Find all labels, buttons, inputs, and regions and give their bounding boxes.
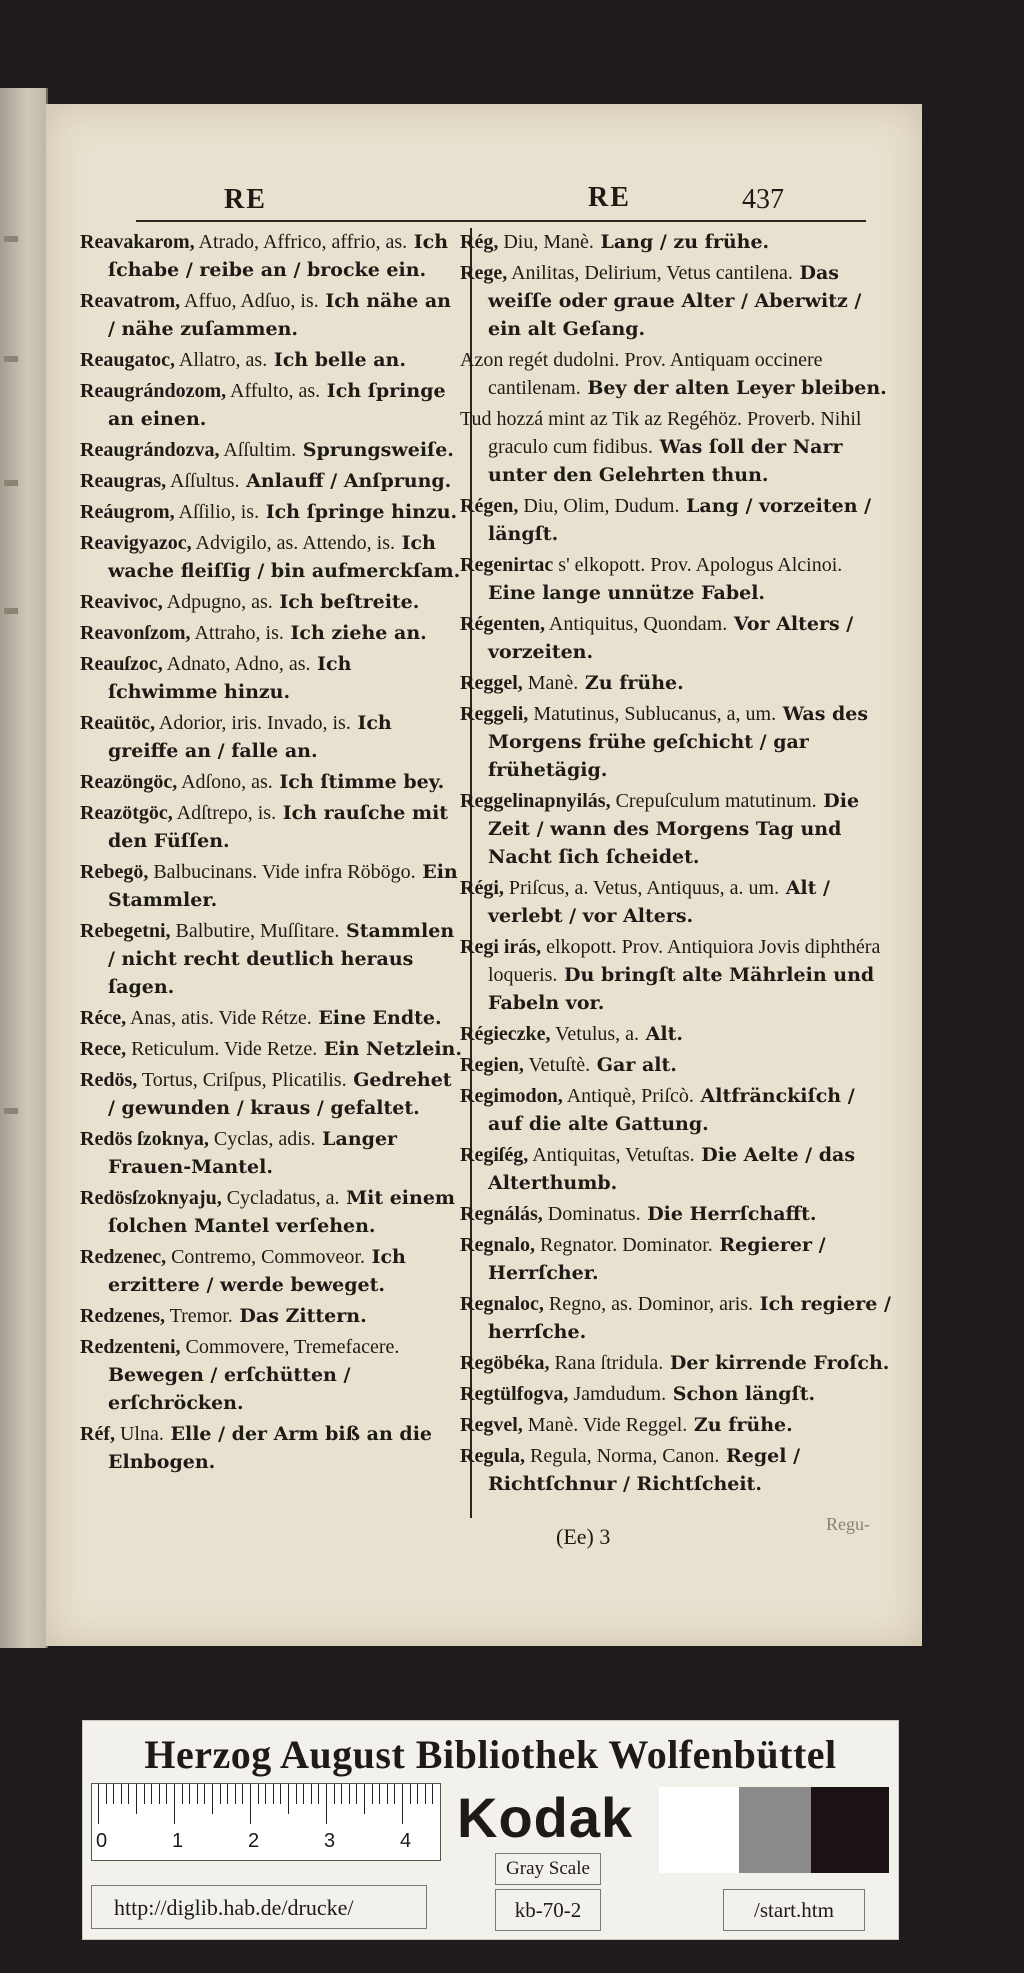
ruler-tick — [144, 1784, 145, 1804]
dictionary-entry — [460, 228, 894, 256]
dictionary-entry — [460, 1442, 894, 1498]
left-column — [80, 228, 462, 1479]
entry-headword: Reaugras, — [80, 470, 167, 492]
ruler-tick — [189, 1784, 190, 1804]
dictionary-entry — [460, 405, 894, 489]
ruler-tick — [356, 1784, 357, 1804]
dictionary-entry — [80, 917, 462, 1001]
color-target-card — [82, 1720, 899, 1940]
entry-headword: Rég, — [460, 231, 499, 253]
ruler-tick — [113, 1784, 114, 1804]
dictionary-entry — [80, 1333, 462, 1417]
ruler-tick — [128, 1784, 129, 1804]
ruler-tick — [265, 1784, 266, 1804]
page-edge-mark — [4, 236, 18, 242]
entry-headword: Reaugrándozva, — [80, 439, 220, 461]
dictionary-entry — [80, 287, 462, 343]
entry-headword: Redös ſzoknya, — [80, 1128, 209, 1150]
entry-latin-gloss: Allatro, as. — [174, 349, 268, 371]
dictionary-entry — [80, 1004, 462, 1032]
page-number: 437 — [742, 184, 784, 215]
entry-german-gloss: Ich regiere / herrſche. — [488, 1293, 891, 1343]
dictionary-entry — [80, 1066, 462, 1122]
ruler-number: 1 — [172, 1830, 184, 1852]
entry-headword: Régi, — [460, 877, 504, 899]
entry-latin-gloss: Antiquitas, Vetuſtas. — [528, 1144, 695, 1166]
entry-german-gloss: Regel / Richtſchnur / Richtſcheit. — [488, 1445, 801, 1495]
dictionary-entry — [80, 467, 462, 495]
entry-latin-gloss: Cycladatus, a. — [221, 1187, 340, 1209]
entry-latin-gloss: Vetuſtè. — [523, 1054, 591, 1076]
dictionary-entry — [80, 858, 462, 914]
entry-headword: Reaugatoc, — [80, 349, 175, 371]
entry-headword: Redzenec, — [80, 1246, 167, 1268]
dictionary-entry — [80, 588, 462, 616]
ruler-tick — [334, 1784, 335, 1804]
dictionary-entry — [80, 1420, 462, 1476]
ruler-tick — [349, 1784, 350, 1804]
gray-scale-label: Gray Scale — [495, 1853, 601, 1885]
entry-headword: Réce, — [80, 1007, 127, 1029]
ruler-tick — [212, 1784, 213, 1814]
ruler-tick — [280, 1784, 281, 1804]
entry-headword: Regnálás, — [460, 1203, 543, 1225]
entry-latin-gloss: Azon regét dudolni. Prov. Antiquam occinere cantilenam. — [460, 349, 823, 399]
page-edge-mark — [4, 356, 18, 362]
gray-patch — [739, 1787, 811, 1873]
entry-german-gloss: Die Herrſchafft. — [640, 1203, 817, 1225]
dictionary-entry — [80, 1035, 462, 1063]
entry-german-gloss: Stammlen / nicht recht deutlich heraus ſagen. — [108, 920, 455, 998]
entry-headword: Regtülfogva, — [460, 1383, 569, 1405]
entry-latin-gloss: Antiquè, Priſcò. — [562, 1085, 694, 1107]
dictionary-entry — [460, 1051, 894, 1079]
entry-latin-gloss: Dominatus. — [542, 1203, 641, 1225]
entry-headword: Régieczke, — [460, 1023, 551, 1045]
page-edge-mark — [4, 608, 18, 614]
entry-latin-gloss: Contremo, Commoveor. — [166, 1246, 365, 1268]
entry-german-gloss: Elle / der Arm biß an die Elnbogen. — [108, 1423, 433, 1473]
running-head-center: RE — [588, 182, 631, 213]
dictionary-entry — [80, 650, 462, 706]
entry-german-gloss: Das weiſſe oder graue Alter / Aberwitz / ein alt Geſang. — [488, 262, 862, 340]
entry-german-gloss: Ich ziehe an. — [283, 622, 427, 644]
entry-german-gloss: Ich wache fleiſſig / bin aufmerckſam. — [108, 532, 461, 582]
ruler-tick — [136, 1784, 137, 1814]
ruler-tick — [98, 1784, 99, 1824]
ruler-tick — [220, 1784, 221, 1804]
dictionary-entry — [460, 669, 894, 697]
entry-latin-gloss: Regno, as. Dominor, aris. — [543, 1293, 754, 1315]
page-edge-mark — [4, 1108, 18, 1114]
entry-headword: Reggelinapnyilás, — [460, 790, 611, 812]
shelfmark-label: kb-70-2 — [495, 1889, 601, 1931]
dictionary-entry — [460, 1380, 894, 1408]
entry-latin-gloss: Adſono, as. — [177, 771, 273, 793]
entry-german-gloss: Ich ſchwimme hinzu. — [108, 653, 352, 703]
entry-headword: Rege, — [460, 262, 508, 284]
dictionary-entry — [80, 1125, 462, 1181]
entry-latin-gloss: Tud hozzá mint az Tik az Regéhöz. Proverb. Nihil graculo cum fidibus. — [460, 408, 862, 458]
page-edge-mark — [4, 480, 18, 486]
entry-german-gloss: Gar alt. — [590, 1054, 677, 1076]
dictionary-entry — [460, 1231, 894, 1287]
dictionary-entry — [460, 1200, 894, 1228]
dictionary-entry — [80, 1243, 462, 1299]
ruler-tick — [288, 1784, 289, 1814]
entry-latin-gloss: Commovere, Tremefacere. — [180, 1336, 400, 1358]
entry-german-gloss: Gedrehet / gewunden / kraus / gefaltet. — [108, 1069, 452, 1119]
entry-headword: Régenten, — [460, 613, 545, 635]
dictionary-entry — [460, 700, 894, 784]
ruler-tick — [166, 1784, 167, 1804]
entry-headword: Regimodon, — [460, 1085, 563, 1107]
entry-headword: Reazötgöc, — [80, 802, 173, 824]
dictionary-entry — [80, 1184, 462, 1240]
ruler-number: 4 — [400, 1830, 412, 1852]
dictionary-entry — [80, 377, 462, 433]
entry-latin-gloss: Advigilo, as. Attendo, is. — [191, 532, 395, 554]
ruler-tick — [379, 1784, 380, 1804]
dictionary-entry — [460, 1290, 894, 1346]
entry-german-gloss: Alt. — [639, 1023, 683, 1045]
ruler-tick — [410, 1784, 411, 1804]
library-url-link[interactable]: http://diglib.hab.de/drucke/ — [91, 1885, 427, 1929]
ruler-tick — [432, 1784, 433, 1804]
ruler-tick — [296, 1784, 297, 1804]
entry-latin-gloss: Adpugno, as. — [162, 591, 273, 613]
entry-headword: Reavivoc, — [80, 591, 163, 613]
entry-latin-gloss: Ulna. — [114, 1423, 164, 1445]
entry-german-gloss: Ich belle an. — [267, 349, 406, 371]
ruler-tick — [318, 1784, 319, 1804]
entry-german-gloss: Alt / verlebt / vor Alters. — [488, 877, 830, 927]
entry-latin-gloss: Atrado, Affrico, affrio, as. — [194, 231, 408, 253]
entry-german-gloss: Ich beſtreite. — [272, 591, 420, 613]
entry-headword: Redös, — [80, 1069, 138, 1091]
entry-german-gloss: Ich erzittere / werde beweget. — [108, 1246, 406, 1296]
entry-latin-gloss: Vetulus, a. — [550, 1023, 640, 1045]
institution-name: Herzog August Bibliothek Wolfenbüttel — [144, 1732, 837, 1777]
header-rule — [136, 220, 866, 222]
catchword: Regu- — [826, 1514, 870, 1534]
entry-german-gloss: Ich ſchabe / reibe an / brocke ein. — [108, 231, 449, 281]
dictionary-entry — [80, 768, 462, 796]
entry-german-gloss: Sprungsweiſe. — [296, 439, 454, 461]
page-header — [46, 174, 922, 224]
ruler-number: 3 — [324, 1830, 336, 1852]
dictionary-entry — [460, 610, 894, 666]
entry-german-gloss: Lang / zu frühe. — [593, 231, 770, 253]
entry-german-gloss: Was ſoll der Narr unter den Gelehrten thun. — [488, 436, 843, 486]
entry-headword: Rece, — [80, 1038, 127, 1060]
entry-latin-gloss: Adorior, iris. Invado, is. — [154, 712, 351, 734]
entry-latin-gloss: Attraho, is. — [190, 622, 284, 644]
entry-german-gloss: Zu frühe. — [578, 672, 684, 694]
entry-german-gloss: Eine Endte. — [311, 1007, 442, 1029]
entry-headword: Regenirtac — [460, 554, 554, 576]
entry-latin-gloss: Balbucinans. Vide infra Röbögo. — [148, 861, 416, 883]
ruler-tick — [227, 1784, 228, 1804]
ruler-tick — [394, 1784, 395, 1804]
dictionary-entry — [460, 551, 894, 607]
entry-latin-gloss: Rana ſtridula. — [549, 1352, 664, 1374]
entry-latin-gloss: Adſtrepo, is. — [172, 802, 277, 824]
running-head-left: RE — [224, 184, 267, 215]
ruler-tick — [204, 1784, 205, 1804]
dictionary-entry — [460, 1141, 894, 1197]
dictionary-page — [46, 104, 922, 1646]
ruler-tick — [402, 1784, 403, 1824]
entry-headword: Réf, — [80, 1423, 115, 1445]
dictionary-entry — [460, 1349, 894, 1377]
ruler-tick — [242, 1784, 243, 1804]
entry-german-gloss: Die Aelte / das Alterthumb. — [488, 1144, 856, 1194]
ruler-tick — [235, 1784, 236, 1804]
dictionary-entry — [80, 346, 462, 374]
ruler-tick — [250, 1784, 251, 1824]
ruler-tick — [106, 1784, 107, 1804]
entry-latin-gloss: Manè. Vide Reggel. — [522, 1414, 688, 1436]
entry-german-gloss: Was des Morgens frühe geſchicht / gar frühetägig. — [488, 703, 869, 781]
entry-latin-gloss: Aſſultus. — [166, 470, 240, 492]
white-patch — [659, 1787, 739, 1873]
entry-german-gloss: Ich greiffe an / falle an. — [108, 712, 392, 762]
entry-headword: Redösſzoknyaju, — [80, 1187, 222, 1209]
entry-headword: Regöbéka, — [460, 1352, 550, 1374]
entry-latin-gloss: Regula, Norma, Canon. — [525, 1445, 720, 1467]
entry-latin-gloss: s' elkopott. Prov. Apologus Alcinoi. — [553, 554, 843, 576]
entry-headword: Régen, — [460, 495, 519, 517]
entry-german-gloss: Der kirrende Froſch. — [663, 1352, 890, 1374]
entry-german-gloss: Altfränckiſch / auf die alte Gattung. — [488, 1085, 855, 1135]
dictionary-entry — [460, 787, 894, 871]
entry-german-gloss: Bey der alten Leyer bleiben. — [580, 377, 887, 399]
entry-german-gloss: Ich ſpringe an einen. — [108, 380, 446, 430]
entry-latin-gloss: Cyclas, adis. — [208, 1128, 316, 1150]
ruler-tick — [387, 1784, 388, 1804]
entry-headword: Reauſzoc, — [80, 653, 163, 675]
ruler-number: 2 — [248, 1830, 260, 1852]
dictionary-entry — [80, 228, 462, 284]
ruler-tick — [151, 1784, 152, 1804]
entry-headword: Regien, — [460, 1054, 524, 1076]
entry-latin-gloss: Anilitas, Delirium, Vetus cantilena. — [507, 262, 793, 284]
ruler-tick — [197, 1784, 198, 1804]
entry-headword: Regi irás, — [460, 936, 542, 958]
dictionary-entry — [460, 874, 894, 930]
dictionary-entry — [460, 1020, 894, 1048]
entry-latin-gloss: elkopott. Prov. Antiquiora Jovis diphthéra loqueris. — [488, 936, 881, 986]
entry-german-gloss: Vor Alters / vorzeiten. — [488, 613, 854, 663]
entry-headword: Regiſég, — [460, 1144, 529, 1166]
entry-german-gloss: Schon längſt. — [666, 1383, 816, 1405]
ruler-tick — [372, 1784, 373, 1804]
entry-headword: Reavatrom, — [80, 290, 181, 312]
entry-latin-gloss: Adnato, Adno, as. — [162, 653, 311, 675]
ruler-number: 0 — [96, 1830, 108, 1852]
measurement-ruler — [91, 1783, 441, 1861]
ruler-tick — [417, 1784, 418, 1804]
ruler-tick — [311, 1784, 312, 1804]
dictionary-entry — [80, 1302, 462, 1330]
entry-german-gloss: Ein Stammler. — [108, 861, 458, 911]
entry-headword: Rebegö, — [80, 861, 149, 883]
dictionary-entry — [80, 436, 462, 464]
entry-latin-gloss: Diu, Olim, Dudum. — [518, 495, 680, 517]
entry-latin-gloss: Manè. — [522, 672, 579, 694]
entry-latin-gloss: Crepuſculum matutinum. — [610, 790, 817, 812]
ruler-tick — [364, 1784, 365, 1814]
adjacent-page-edge — [0, 88, 48, 1648]
dictionary-entry — [460, 259, 894, 343]
entry-german-gloss: Ich rauſche mit den Füſſen. — [108, 802, 449, 852]
entry-latin-gloss: Jamdudum. — [568, 1383, 667, 1405]
black-patch — [811, 1787, 889, 1873]
entry-headword: Regvel, — [460, 1414, 523, 1436]
dictionary-entry — [80, 498, 462, 526]
ruler-tick — [121, 1784, 122, 1804]
entry-latin-gloss: Tremor. — [164, 1305, 233, 1327]
ruler-tick — [303, 1784, 304, 1804]
dictionary-entry — [80, 619, 462, 647]
entry-headword: Rebegetni, — [80, 920, 171, 942]
ruler-tick — [341, 1784, 342, 1804]
entry-german-gloss: Langer Frauen-Mantel. — [108, 1128, 398, 1178]
entry-german-gloss: Regierer / Herrſcher. — [488, 1234, 826, 1284]
entry-headword: Redzenes, — [80, 1305, 165, 1327]
entry-latin-gloss: Matutinus, Sublucanus, a, um. — [528, 703, 777, 725]
dictionary-entry — [460, 346, 894, 402]
entry-headword: Reavakarom, — [80, 231, 195, 253]
entry-german-gloss: Zu frühe. — [687, 1414, 793, 1436]
entry-german-gloss: Ein Netzlein. — [317, 1038, 462, 1060]
dictionary-entry — [80, 529, 462, 585]
entry-latin-gloss: Antiquitus, Quondam. — [544, 613, 728, 635]
entry-german-gloss: Die Zeit / wann des Morgens Tag und Nacht ſich ſcheidet. — [488, 790, 860, 868]
entry-latin-gloss: Aſſultim. — [219, 439, 297, 461]
entry-german-gloss: Mit einem ſolchen Mantel verſehen. — [108, 1187, 456, 1237]
dictionary-entry — [80, 799, 462, 855]
start-page-link[interactable]: /start.htm — [723, 1889, 865, 1931]
entry-latin-gloss: Affuo, Adſuo, is. — [180, 290, 319, 312]
entry-german-gloss: Ich ſpringe hinzu. — [259, 501, 458, 523]
entry-headword: Redzenteni, — [80, 1336, 181, 1358]
entry-german-gloss: Anlauff / Anſprung. — [239, 470, 452, 492]
dictionary-entry — [460, 1082, 894, 1138]
ruler-tick — [326, 1784, 327, 1824]
dictionary-entry — [460, 492, 894, 548]
dictionary-entry — [460, 933, 894, 1017]
entry-german-gloss: Bewegen / erſchütten / erſchröcken. — [108, 1364, 351, 1414]
entry-latin-gloss: Reticulum. Vide Retze. — [126, 1038, 318, 1060]
ruler-tick — [182, 1784, 183, 1804]
entry-latin-gloss: Aſſilio, is. — [174, 501, 260, 523]
entry-german-gloss: Ich nähe an / nähe zuſammen. — [108, 290, 451, 340]
signature-mark: (Ee) 3 — [556, 1524, 611, 1549]
entry-latin-gloss: Priſcus, a. Vetus, Antiquus, a. um. — [503, 877, 780, 899]
entry-headword: Regnaloc, — [460, 1293, 544, 1315]
kodak-logo: Kodak — [457, 1786, 634, 1849]
entry-latin-gloss: Anas, atis. Vide Rétze. — [126, 1007, 312, 1029]
entry-german-gloss: Lang / vorzeiten / längſt. — [488, 495, 872, 545]
ruler-tick — [159, 1784, 160, 1804]
entry-latin-gloss: Diu, Manè. — [498, 231, 594, 253]
right-column — [460, 228, 894, 1501]
entry-german-gloss: Eine lange unnütze Fabel. — [488, 582, 766, 604]
dictionary-entry — [80, 709, 462, 765]
dictionary-entry — [460, 1411, 894, 1439]
entry-headword: Regnalo, — [460, 1234, 535, 1256]
entry-latin-gloss: Balbutire, Muſſitare. — [170, 920, 340, 942]
entry-latin-gloss: Tortus, Criſpus, Plicatilis. — [137, 1069, 347, 1091]
entry-german-gloss: Das Zittern. — [232, 1305, 367, 1327]
entry-headword: Reaütöc, — [80, 712, 155, 734]
ruler-tick — [273, 1784, 274, 1804]
entry-headword: Reavigyazoc, — [80, 532, 192, 554]
entry-headword: Reggeli, — [460, 703, 529, 725]
ruler-tick — [174, 1784, 175, 1824]
entry-headword: Reggel, — [460, 672, 523, 694]
entry-headword: Regula, — [460, 1445, 525, 1467]
entry-headword: Reavonſzom, — [80, 622, 191, 644]
entry-latin-gloss: Regnator. Dominator. — [535, 1234, 713, 1256]
entry-german-gloss: Du bringſt alte Mährlein und Fabeln vor. — [488, 964, 875, 1014]
ruler-tick — [258, 1784, 259, 1804]
entry-headword: Reazöngöc, — [80, 771, 178, 793]
entry-german-gloss: Ich ſtimme bey. — [272, 771, 445, 793]
entry-headword: Reáugrom, — [80, 501, 175, 523]
ruler-tick — [425, 1784, 426, 1804]
entry-headword: Reaugrándozom, — [80, 380, 227, 402]
entry-latin-gloss: Affulto, as. — [226, 380, 321, 402]
